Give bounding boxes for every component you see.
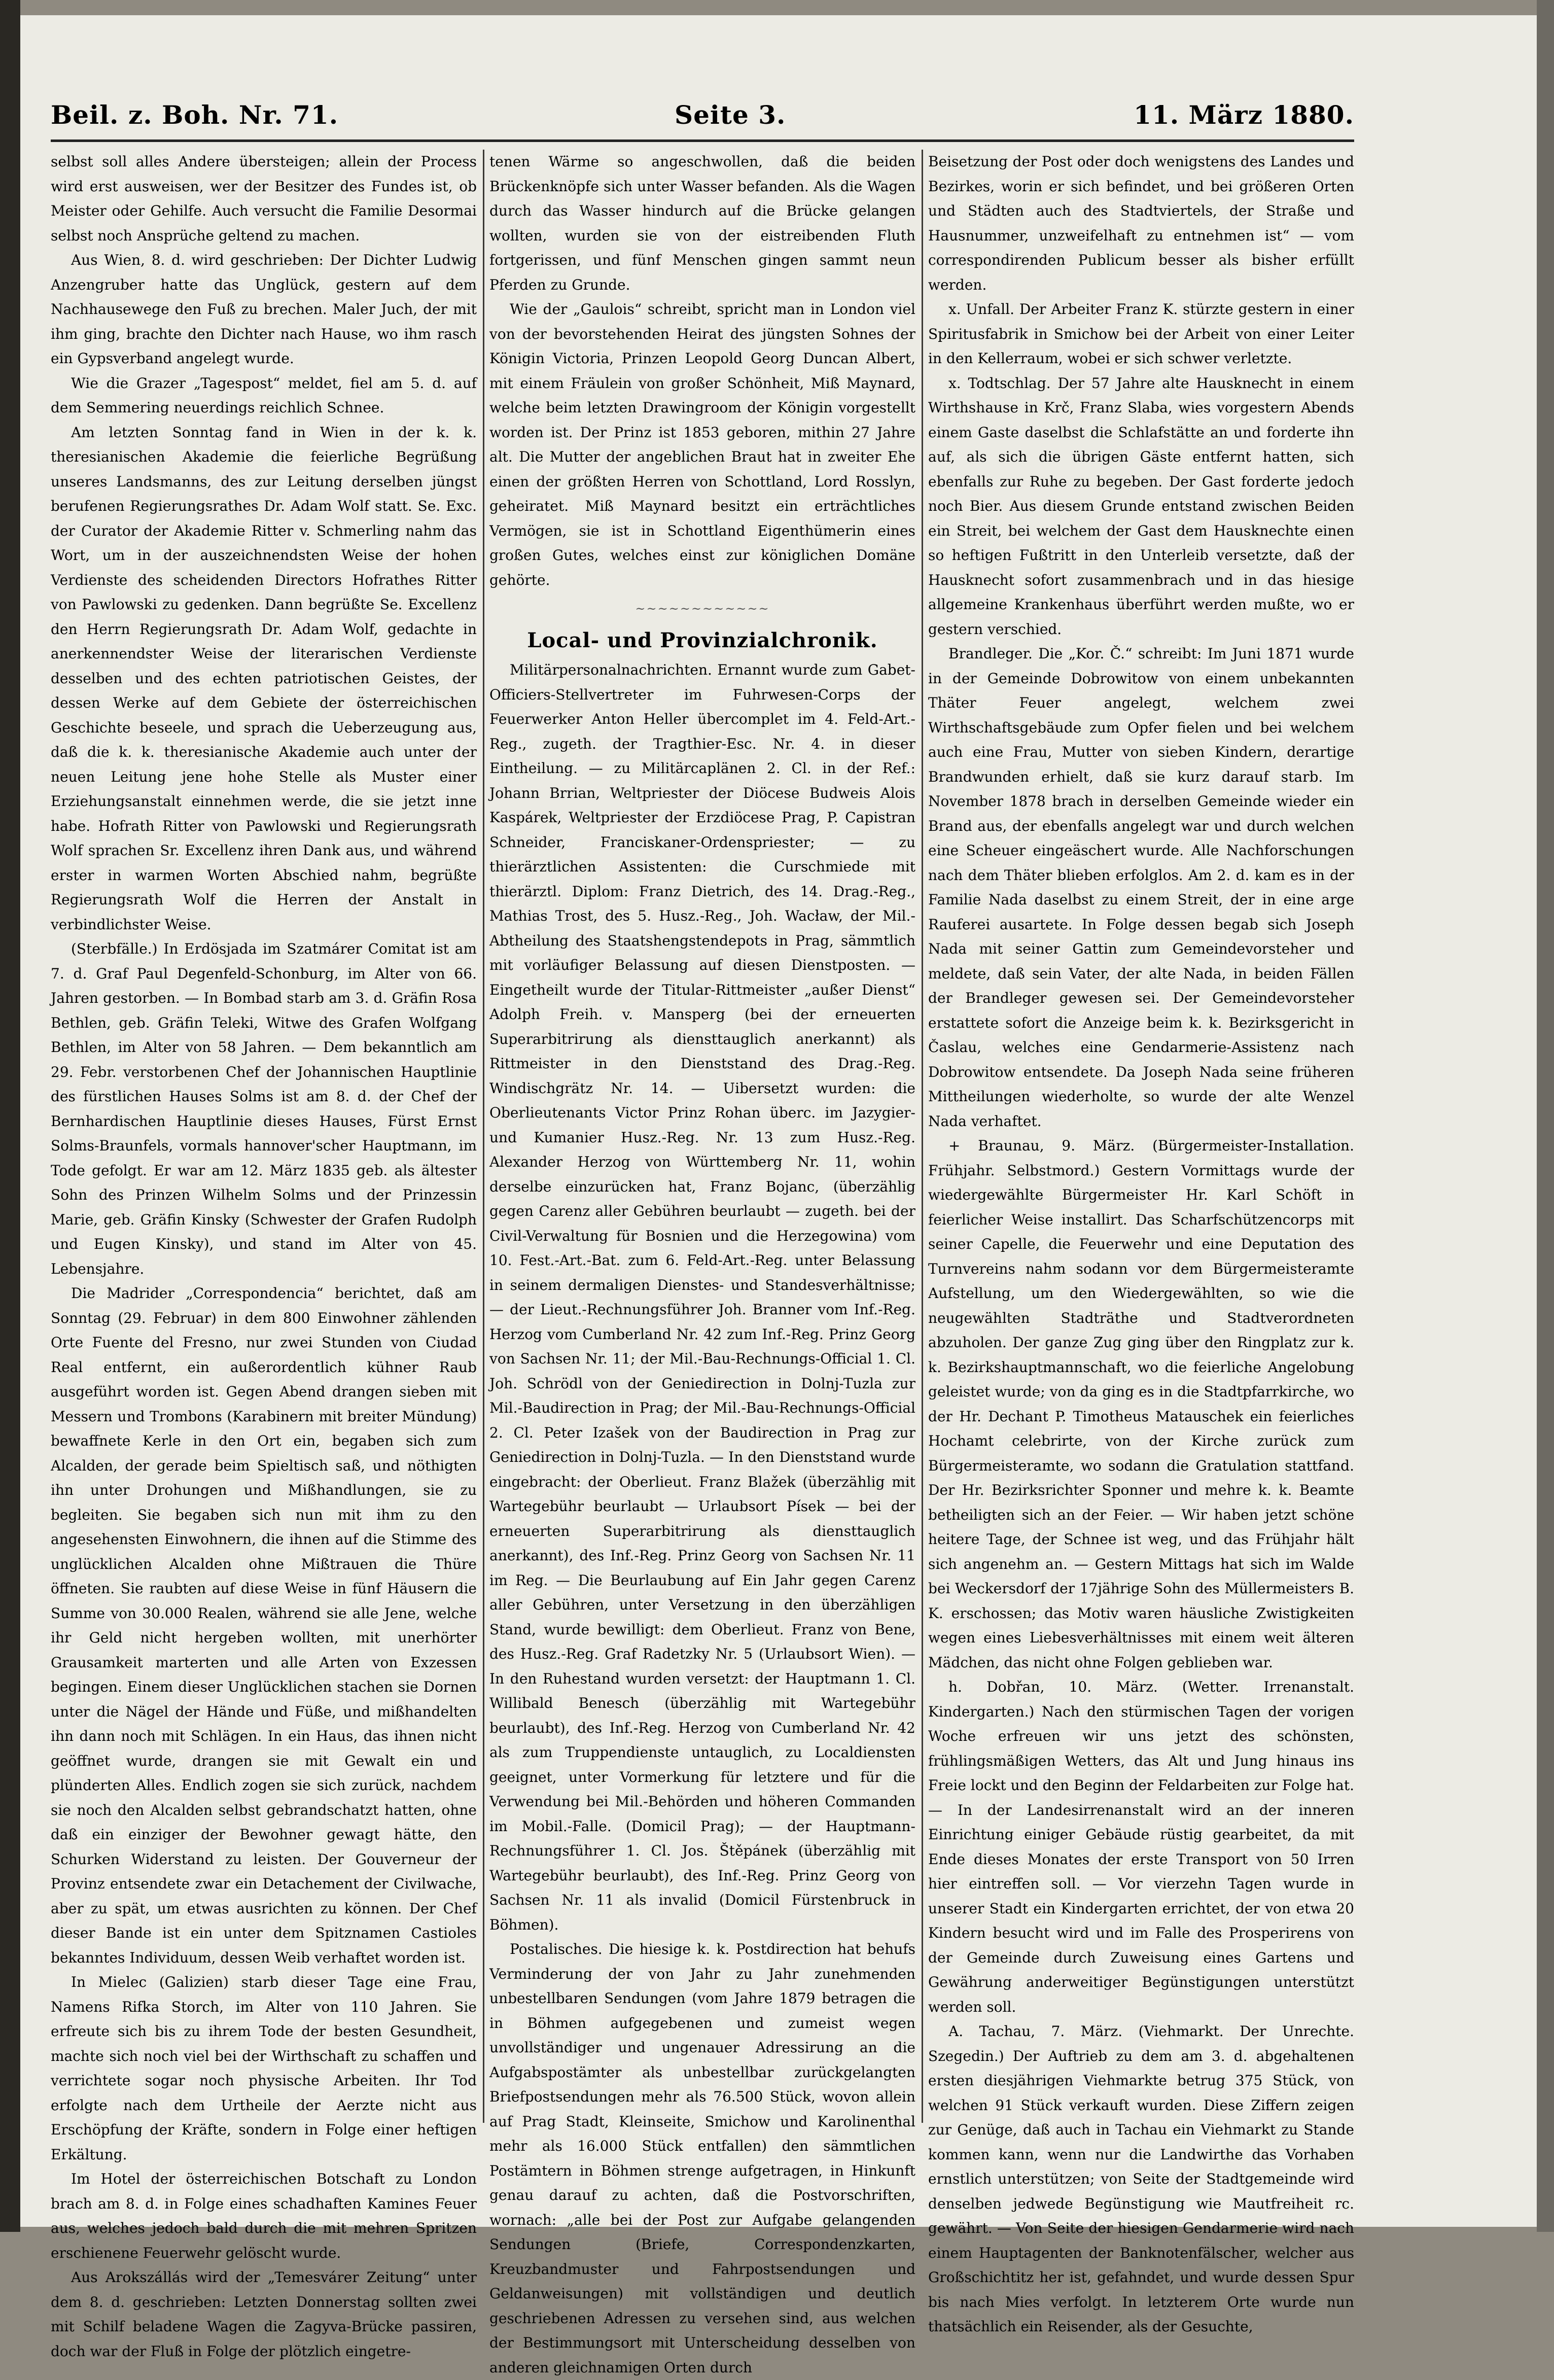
article-paragraph: tenen Wärme so angeschwollen, daß die beiden Brückenknöpfe sich unter Wasser befanden. Als die Wagen durch das Wasser hindurch auf die Brücke gelangen wollten, wurden sie von der eistreibenden Fluth fortgerissen, und fünf Menschen gingen sammt neun Pferden zu Grunde. xyxy=(489,153,915,293)
column-rule-1 xyxy=(483,150,484,2123)
article-paragraph: (Sterbfälle.) In Erdösjada im Szatmárer Comitat ist am 7. d. Graf Paul Degenfeld-Schonburg, im Alter von 66. Jahren gestorben. — In Bombad starb am 3. d. Gräfin Rosa Bethlen, geb. Gräfin Teleki, Witwe des Grafen Wolfgang Bethlen, im Alter von 58 Jahren. — Dem bekanntlich am 29. Febr. verstorbenen Chef der Johannischen Hauptlinie des fürstlichen Hauses Solms ist am 8. d. der Chef der Bernhardischen Hauptlinie dieses Hauses, Fürst Ernst Solms-Braunfels, vormals hannover'scher Hauptmann, im Tode gefolgt. Er war am 12. März 1835 geb. als ältester Sohn des Prinzen Wilhelm Solms und der Prinzessin Marie, geb. Gräfin Kinsky (Schwester der Grafen Rudolph und Eugen Kinsky), und stand im Alter von 45. Lebensjahre. xyxy=(51,940,477,1277)
page-number: Seite 3. xyxy=(675,100,786,130)
article-paragraph: Aus Wien, 8. d. wird geschrieben: Der Dichter Ludwig Anzengruber hatte das Unglück, gestern auf dem Nachhausewege den Fuß zu brechen. Maler Juch, der mit ihm ging, brachte den Dichter nach Hause, wo ihm rasch ein Gypsverband angelegt wurde. xyxy=(51,252,477,367)
section-title: Local- und Provinzialchronik. xyxy=(527,628,878,652)
article-paragraph: Militärpersonalnachrichten. Ernannt wurde zum Gabet-Officiers-Stellvertreter im Fuhrwesen-Corps der Feuerwerker Anton Heller übercomplet im 4. Feld-Art.-Reg., zugeth. der Tragthier-Esc. Nr. 4. in dieser Eintheilung. — zu Militärcaplänen 2. Cl. in der Ref.: Johann Brrian, Weltpriester der Diöcese Budweis Alois Kaspárek, Weltpriester der Erzdiöcese Prag, P. Capistran Schneider, Franciskaner-Ordenspriester; — zu thierärztlichen Assistenten: die Curschmiede mit thierärztl. Diplom: Franz Dietrich, des 14. Drag.-Reg., Mathias Trost, des 5. Husz.-Reg., Joh. Wacław, der Mil.-Abtheilung des Staatshengstendepots in Prag, sämmtlich mit vorläufiger Belassung auf diesen Dienstposten. — Eingetheilt wurde der Titular-Rittmeister „außer Dienst“ Adolph Freih. v. Mansperg (bei der erneuerten Superarbitrirung als diensttauglich anerkannt) als Rittmeister in den Dienststand des Drag.-Reg. Windischgrätz Nr. 14. — Uibersetzt wurden: die Oberlieutenants Victor Prinz Rohan überc. im Jazygier- und Kumanier Husz.-Reg. Nr. 13 zum Husz.-Reg. Alexander Herzog von Württemberg Nr. 11, wohin derselbe einzurücken hat, Franz Bojanc, (überzählig gegen Carenz aller Gebühren beurlaubt — zugeth. bei der Civil-Verwaltung für Bosnien und die Herzegowina) vom 10. Fest.-Art.-Bat. zum 6. Feld-Art.-Reg. unter Belassung in seinem dermaligen Dienstes- und Standesverhältnisse; — der Lieut.-Rechnungsführer Joh. Branner vom Inf.-Reg. Herzog vom Cumberland Nr. 42 zum Inf.-Reg. Prinz Georg von Sachsen Nr. 11; der Mil.-Bau-Rechnungs-Official 1. Cl. Joh. Schrödl von der Geniedirection in Dolnj-Tuzla zur Mil.-Baudirection in Prag; der Mil.-Bau-Rechnungs-Official 2. Cl. Peter Izašek von der Baudirection in Prag zur Geniedirection in Dolnj-Tuzla. — In den Dienststand wurde eingebracht: der Oberlieut. Franz Blažek (überzählig mit Wartegebühr beurlaubt — Urlaubsort Písek — bei der erneuerten Superarbitrirung als diensttauglich anerkannt), des Inf.-Reg. Prinz Georg von Sachsen Nr. 11 im Reg. — Die Beurlaubung auf Ein Jahr gegen Carenz aller Gebühren, unter Versetzung in den überzähligen Stand, wurde bewilligt: dem Oberlieut. Franz von Bene, des Husz.-Reg. Graf Radetzky Nr. 5 (Urlaubsort Wien). — In den Ruhestand wurden versetzt: der Hauptmann 1. Cl. Willibald Benesch (überzählig mit Wartegebühr beurlaubt), des Inf.-Reg. Herzog von Cumberland Nr. 42 als zum Truppendienste untauglich, zu Localdiensten geeignet, unter Vormerkung für letztere und für die Verwendung bei Mil.-Behörden und höheren Commanden im Mobil.-Falle. (Domicil Prag); — der Hauptmann-Rechnungsführer 1. Cl. Jos. Štěpánek (überzählig mit Wartegebühr beurlaubt), des Inf.-Reg. Prinz Georg von Sachsen Nr. 11 als invalid (Domicil Fürstenbruck in Böhmen). xyxy=(489,661,915,1933)
article-paragraph: Wie die Grazer „Tagespost“ meldet, fiel am 5. d. auf dem Semmering neuerdings reichlich Schnee. xyxy=(51,374,477,416)
article-paragraph: x. Todtschlag. Der 57 Jahre alte Hausknecht in einem Wirthshause in Krč, Franz Slaba, wies vorgestern Abends einem Gaste daselbst die Schlafstätte an und forderte ihn auf, als sich die übrigen Gäste entfernt hatten, sich ebenfalls zur Ruhe zu begeben. Der Gast forderte jedoch noch Bier. Aus diesem Grunde entstand zwischen Beiden ein Streit, bei welchem der Gast dem Hausknechte einen so heftigen Fußtritt in den Unterleib versetzte, daß der Hausknecht sofort zusammenbrach und in das hiesige allgemeine Krankenhaus überführt werden mußte, wo er gestern verschied. xyxy=(928,374,1354,638)
column-rule-2 xyxy=(922,150,923,2123)
column-2 xyxy=(489,150,915,2376)
page-header xyxy=(51,94,1354,142)
section-ornament: ~~~~~~~~~~~~ xyxy=(635,602,770,616)
article-paragraph: Aus Arokszállás wird der „Temesvárer Zeitung“ unter dem 8. d. geschrieben: Letzten Donnerstag sollten zwei mit Schilf beladene Wagen die Zagyva-Brücke passiren, doch war der Fluß in Folge der plötzlich eingetre- xyxy=(51,2269,477,2360)
article-paragraph: + Braunau, 9. März. (Bürgermeister-Installation. Frühjahr. Selbstmord.) Gestern Vormittags wurde der wiedergewählte Bürgermeister Hr. Karl Schöft in feierlicher Weise installirt. Das Scharfschützencorps mit seiner Capelle, die Feuerwehr und eine Deputation des Turnvereins nahm sodann vor dem Bürgermeisteramte Aufstellung, um den Wiedergewählten, so wie die neugewählten Stadträthe und Stadtverordneten abzuholen. Der ganze Zug ging über den Ringplatz zur k. k. Bezirkshauptmannschaft, wo die feierliche Angelobung geleistet wurde; von da ging es in die Stadtpfarrkirche, wo der Hr. Dechant P. Timotheus Matauschek ein feierliches Hochamt celebrirte, von der Kirche zurück zum Bürgermeisteramte, wo sodann die Gratulation stattfand. Der Hr. Bezirksrichter Sponner und mehre k. k. Beamte betheiligten sich an der Feier. — Wir haben jetzt schöne heitere Tage, der Schnee ist weg, und das Frühjahr hält sich angenehm an. — Gestern Mittags hat sich im Walde bei Weckersdorf der 17jährige Sohn des Müllermeisters B. K. erschossen; das Motiv waren häusliche Zwistigkeiten wegen eines Liebesverhältnisses mit einem weit älteren Mädchen, das nicht ohne Folgen geblieben war. xyxy=(928,1137,1354,1671)
supplement-number: Beil. z. Boh. Nr. 71. xyxy=(51,100,339,130)
article-paragraph: Beisetzung der Post oder doch wenigstens des Landes und Bezirkes, worin er sich befindet, und bei größeren Orten und Städten auch des Stadtviertels, der Straße und Hausnummer, unzweifelhaft zu entnehmen ist“ — vom correspondirenden Publicum besser als bisher erfüllt werden. xyxy=(928,153,1354,293)
article-paragraph: selbst soll alles Andere übersteigen; allein der Process wird erst ausweisen, wer der Besitzer des Fundes ist, ob Meister oder Gehilfe. Auch versucht die Familie Desormai selbst noch Ansprüche geltend zu machen. xyxy=(51,153,477,244)
article-paragraph: Im Hotel der österreichischen Botschaft zu London brach am 8. d. in Folge eines schadhaften Kamines Feuer aus, welches jedoch bald durch die mit mehren Spritzen erschienene Feuerwehr gelöscht wurde. xyxy=(51,2171,477,2261)
issue-date: 11. März 1880. xyxy=(1134,100,1354,130)
article-paragraph: h. Dobřan, 10. März. (Wetter. Irrenanstalt. Kindergarten.) Nach den stürmischen Tagen der vorigen Woche erfreuen wir uns jetzt des schönsten, frühlingsmäßigen Wetters, das Alt und Jung hinaus ins Freie lockt und den Beginn der Feldarbeiten zur Folge hat. — In der Landesirrenanstalt wird an der inneren Einrichtung einiger Gebäude rüstig gearbeitet, da mit Ende dieses Monates der erste Transport von 50 Irren hier eintreffen soll. — Vor vierzehn Tagen wurde in unserer Stadt ein Kindergarten errichtet, der von etwa 20 Kindern besucht wird und im Falle des Prosperirens von der Gemeinde durch Zuweisung eines Gartens und Gewährung anderweitiger Begünstigungen unterstützt werden soll. xyxy=(928,1678,1354,2015)
article-paragraph: Am letzten Sonntag fand in Wien in der k. k. theresianischen Akademie die feierliche Begrüßung unseres Landsmanns, des zur Leitung derselben jüngst berufenen Regierungsrathes Dr. Adam Wolf statt. Se. Exc. der Curator der Akademie Ritter v. Schmerling nahm das Wort, um in der auszeichnendsten Weise der hohen Verdienste des scheidenden Directors Hofrathes Ritter von Pawlowski zu gedenken. Dann begrüßte Se. Excellenz den Herrn Regierungsrath Dr. Adam Wolf, gedachte in anerkennendster Weise der literarischen Verdienste desselben und des echten patriotischen Geistes, der dessen Werke auf dem Gebiete der österreichischen Geschichte beseele, und sprach die Ueberzeugung aus, daß die k. k. theresianische Akademie auch unter der neuen Leitung jene hohe Stelle als Muster einer Erziehungsanstalt einnehmen werde, die sie jetzt inne habe. Hofrath Ritter von Pawlowski und Regierungsrath Wolf sprachen Sr. Excellenz ihren Dank aus, und während erster in warmen Worten Abschied nahm, begrüßte Regierungsrath Wolf die Herren der Anstalt in verbindlichster Weise. xyxy=(51,424,477,933)
article-paragraph: Wie der „Gaulois“ schreibt, spricht man in London viel von der bevorstehenden Heirat des jüngsten Sohnes der Königin Victoria, Prinzen Leopold Georg Duncan Albert, mit einem Fräulein von großer Schönheit, Miß Maynard, welche beim letzten Drawingroom der Königin vorgestellt worden ist. Der Prinz ist 1853 geboren, mithin 27 Jahre alt. Die Mutter der angeblichen Braut hat in zweiter Ehe einen der größten Herren von Schottland, Lord Rosslyn, geheiratet. Miß Maynard besitzt ein erträchtliches Vermögen, sie ist in Schottland Eigenthümerin eines großen Gutes, welches einst zur königlichen Domäne gehörte. xyxy=(489,301,915,588)
page-binding-edge xyxy=(0,0,20,2232)
column-3 xyxy=(928,150,1354,2335)
article-paragraph: x. Unfall. Der Arbeiter Franz K. stürzte gestern in einer Spiritusfabrik in Smichow bei der Arbeit von einer Leiter in den Kellerraum, wobei er sich schwer verletzte. xyxy=(928,301,1354,367)
column-1 xyxy=(51,150,477,2360)
article-paragraph: Postalisches. Die hiesige k. k. Postdirection hat behufs Verminderung der von Jahr zu Jahr zunehmenden unbestellbaren Sendungen (vom Jahre 1879 betragen die in Böhmen aufgegebenen und zumeist wegen unvollständiger und ungenauer Adressirung an die Aufgabspostämter als unbestellbar zurückgelangten Briefpostsendungen mehr als 76.500 Stück, wovon allein auf Prag Stadt, Kleinseite, Smichow und Karolinenthal mehr als 16.000 Stück entfallen) den sämmtlichen Postämtern in Böhmen strenge aufgetragen, in Hinkunft genau darauf zu achten, daß die Postvorschriften, wornach: „alle bei der Post zur Aufgabe gelangenden Sendungen (Briefe, Correspondenzkarten, Kreuzbandmuster und Fahrpostsendungen und Geldanweisungen) mit vollständigen und deutlich geschriebenen Adressen zu versehen sind, aus welchen der Bestimmungsort mit Unterscheidung desselben von anderen gleichnamigen Orten durch xyxy=(489,1941,915,2376)
article-paragraph: Brandleger. Die „Kor. Č.“ schreibt: Im Juni 1871 wurde in der Gemeinde Dobrowitow von einem unbekannten Thäter Feuer angelegt, welchem zwei Wirthschaftsgebäude zum Opfer fielen und bei welchem auch eine Frau, Mutter von sieben Kindern, derartige Brandwunden erhielt, daß sie kurz darauf starb. Im November 1878 brach in derselben Gemeinde wieder ein Brand aus, der ebenfalls angelegt war und durch welchen eine Scheuer eingeäschert wurde. Alle Nachforschungen nach dem Thäter blieben erfolglos. Am 2. d. kam es in der Familie Nada daselbst zu einem Streit, der in eine arge Rauferei ausartete. In Folge dessen begab sich Joseph Nada mit seiner Gattin zum Gemeindevorsteher und meldete, daß sein Vater, der alte Nada, in beiden Fällen der Brandleger gewesen sei. Der Gemeindevorsteher erstattete sofort die Anzeige beim k. k. Bezirksgericht in Časlau, welches eine Gendarmerie-Assistenz nach Dobrowitow entsendete. Da Joseph Nada seine früheren Mittheilungen wiederholte, so wurde der alte Wenzel Nada verhaftet. xyxy=(928,645,1354,1130)
article-paragraph: A. Tachau, 7. März. (Viehmarkt. Der Unrechte. Szegedin.) Der Auftrieb zu dem am 3. d. abgehaltenen ersten diesjährigen Viehmarkte betrug 375 Stück, von welchen 91 Stück verkauft wurden. Diese Ziffern zeigen zur Genüge, daß auch in Tachau ein Viehmarkt zu Stande kommen kann, wenn nur die Landwirthe das Vorhaben ernstlich unterstützen; von Seite der Stadtgemeinde wird denselben jedwede Begünstigung wie Mautfreiheit rc. gewährt. — Von Seite der hiesigen Gendarmerie wird nach einem Hauptagenten der Banknotenfälscher, welcher aus Großschichtitz her ist, gefahndet, und wurde dessen Spur bis nach Mies verfolgt. In letzterem Orte wurde nun thatsächlich ein Reisender, als der Gesuchte, xyxy=(928,2023,1354,2335)
article-paragraph: Die Madrider „Correspondencia“ berichtet, daß am Sonntag (29. Februar) in dem 800 Einwohner zählenden Orte Fuente del Fresno, nur zwei Stunden von Ciudad Real entfernt, ein außerordentlich kühner Raub ausgeführt worden ist. Gegen Abend drangen sieben mit Messern und Trombons (Karabinern mit breiter Mündung) bewaffnete Kerle in den Ort ein, begaben sich zum Alcalden, der gerade beim Spieltisch saß, und nöthigten ihn unter Drohungen und Mißhandlungen, sie zu begleiten. Sie begaben sich nun mit ihm zu den angesehensten Einwohnern, die ihnen auf die Stimme des unglücklichen Alcalden ohne Mißtrauen die Thüre öffneten. Sie raubten auf diese Weise in fünf Häusern die Summe von 30.000 Realen, während sie alle Jene, welche ihr Geld nicht hergeben wollten, mit unerhörter Grausamkeit marterten und alle Arten von Exzessen begingen. Einem dieser Unglücklichen stachen sie Dornen unter die Nägel der Hände und Füße, und mißhandelten ihn dann noch mit Schlägen. In ein Haus, das ihnen nicht geöffnet wurde, drangen sie mit Gewalt ein und plünderten Alles. Endlich zogen sie sich zurück, nachdem sie noch den Alcalden selbst gebrandschatzt hatten, ohne daß ein einziger der Bewohner gewagt hätte, den Schurken Widerstand zu leisten. Der Gouverneur der Provinz entsendete zwar ein Detachement der Civilwache, aber zu spät, um etwas ausrichten zu können. Der Chef dieser Bande ist ein unter dem Spitznamen Castioles bekanntes Individuum, dessen Weib verhaftet worden ist. xyxy=(51,1285,477,1966)
page-right-edge xyxy=(1537,0,1554,2232)
article-paragraph: In Mielec (Galizien) starb dieser Tage eine Frau, Namens Rifka Storch, im Alter von 110 Jahren. Sie erfreute sich bis zu ihrem Tode der besten Gesundheit, machte sich noch viel bei der Wirthschaft zu schaffen und verrichtete sogar noch physische Arbeiten. Ihr Tod erfolgte nach dem Urtheile der Aerzte nicht aus Erschöpfung der Kräfte, sondern in Folge einer heftigen Erkältung. xyxy=(51,1974,477,2163)
